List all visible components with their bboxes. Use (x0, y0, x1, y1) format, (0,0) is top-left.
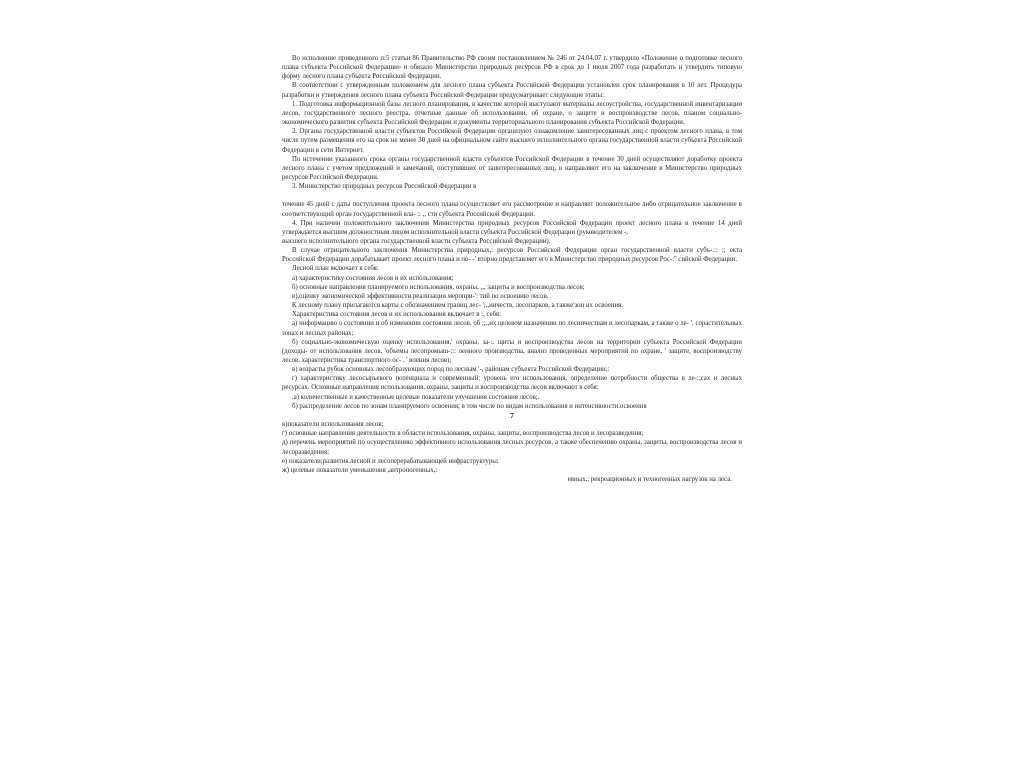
paragraph: 2. Органы государственной власти субъектов Российской Федерации организуют ознакомление заинтересованных лиц с проектом лесного плана, в том числе путем размещения его на срок не менее 30 дней на официальном сайте высшего исполнительного органа государственной власти субъекта Российской Федерации в сети Интернет. (282, 128, 742, 154)
list-item: а) характеристику состояния лесов и их использования; (292, 274, 454, 282)
list-item: а) информацию о состоянии и об изменении состояния лесов, об ;;,,их целевом назначении по лесничествам и лесопаркам, а также о ле- '. сорастительных зонах и лесных районах; (282, 320, 742, 337)
paragraph: 1. Подготовка информационной базы лесного планирования, в качестве которой выступают материалы лесоустройства, государственной инвентаризации лесов, государственного лесного реестра, отчетные данные об использовании, об охране, о защите и воспроизводстве лесов, планом социально-экономического развития субъекта Российской Федерации и документы территориального планирования субъекта Российской Федерации. (282, 100, 742, 127)
list-item: б) социально-экономическую оценку использования,' охраны, за-:. щиты и воспроизводства лесов на территории субъекта Российской Федерации (доходы- от использования лесов, 'объемы лесопромыш-;:: ленного производства, анализ проведенных мероприятий по охране, ' защите, воспроизводству лесов, характеристика транспортного ос- . ' воения лесов); (282, 338, 742, 364)
list-item: б) распределение лесов по зонам планируемого освоения; в том числе по видам использования и интенсивности.освоения (292, 402, 647, 410)
list-item: д) перечень мероприятий по осуществлению эффективного использования лесных ресурсов, а также обеспечению охраны, защиты, воспроизводства лесов и лесоразведения; (282, 439, 742, 456)
list-item: е) показатели;развития.лесной и лесоперерабатывающей инфраструктуры; (282, 457, 499, 465)
list-item: г) основные направления деятельности в области использования, охраны, защиты, воспроизводства лесов и лесоразведения; (282, 430, 644, 438)
paragraph: 4. При наличии положительного заключения Министерства природных ресурсов Российской Федерации проект лесного плана в течение 14 дней утверждается высшим должностным лицом исполнительной власти субъекта Российской Федерации (руководителем -, (282, 219, 742, 236)
paragraph: Лесной план включает в себя: (292, 265, 379, 273)
paragraph: 3. Министерство природных ресурсов Российской Федерации в (292, 183, 477, 191)
paragraph: По истечении указанного срока органы государственной власти субъектов Российской Федерации в течение 30 дней осуществляют доработку проекта лесного плана с учетом предложений и замечаний, поступивших от заинтересованных лиц, и направляют его на заключение в Министерство природных ресурсов Российской Федерации. (282, 155, 742, 182)
paragraph: В случае отрицательного заключения Министерства природных,: ресурсов Российской Федерации орган государственной власти субъ-.:: ;; екта Российской Федерации дорабатывает проект лесного плана и по- -' вторно представляет его в Министерство природных ресурсов Рос-:'' сийской Федерации. (282, 247, 742, 264)
list-item: в) возрасты рубок основных лесообразующих пород по лесным '-, районам субъекта Российской Федерации;: (292, 366, 610, 374)
paragraph: высшего исполнительного органа государственной власти субъекта Российской Федерации). (282, 237, 551, 245)
list-item: в).оценку экономической эффективности реализации меропри-': тий по освоению лесов. (292, 292, 549, 300)
paragraph: Характеристика состояния лесов и их использования включает в :, себя: (292, 311, 501, 319)
paragraph: К лесному плану прилагаются карты с обозначением границ лес- ';,,ничеств, лесопарков, а также'зон их освоения. (292, 302, 623, 310)
paragraph: В соответствии с утвержденным положением для лесного плана субъекта Российской Федерации установлен срок планирования в 10 лет. Процедура разработки и утверждения лесного плана субъекта Российской Федерации предусматривает следующие этапы: (282, 82, 742, 99)
list-item: в)показатели использования лесов; (282, 421, 384, 429)
blank-line (282, 191, 742, 200)
list-item: ж) целевые показатели уменьшения ,антропогенных,: (282, 466, 438, 474)
list-item: .а) количественные и качественные целевые показатели улучшения состояния лесов;. (292, 393, 540, 401)
paragraph: Во исполнение приведенного п:5 статьи 86 Правительство РФ своим постановлением № 246 от 24.04.07 г. утвердило «Положение о подготовке лесного плана субъекта Российской Федерации» и обязало Министерство природных ресурсов РФ в срок до 1 июля 2007 года разработать и утвердить типовую форму лесного плана субъекта Российской Федерации. (282, 55, 742, 81)
document-page (282, 54, 742, 724)
list-item: г) характеристику лесосырьевого потенциала и современный: уровень его использования, определение потребности общества в ле-:;сах и лесных ресурсах. Основные направления использования, охраны, защиты и воспроизводства лесов включают в себя: (282, 375, 742, 392)
last-line: евных,; рекреационных и техногенных нагрузок на леса. (567, 476, 732, 484)
list-item: б) основные направления планируемого использования, охраны, ,,, защиты и воспроизводства лесов; (292, 283, 585, 291)
page-number: 7 (510, 410, 514, 420)
paragraph: течение 45 дней с даты поступления проекта лесного плана осуществляет его рассмотрение и направляет положительное либо отрицательное заключение в соответствующий орган государственной вла- :: ,, сти субъекта Российской Федерации. (282, 201, 742, 218)
